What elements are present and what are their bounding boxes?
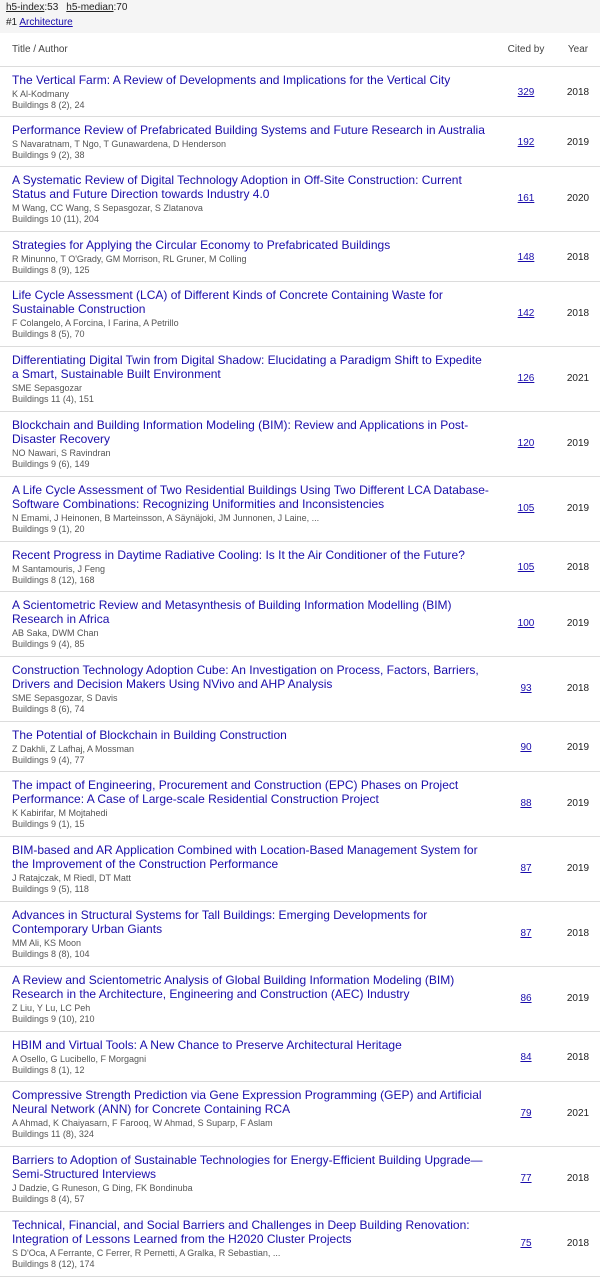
article-meta xyxy=(12,693,490,715)
table-row xyxy=(0,967,600,1032)
article-authors: Z Liu, Y Lu, LC Peh xyxy=(12,1003,91,1013)
article-year: 2018 xyxy=(566,1238,590,1249)
table-row xyxy=(0,232,600,282)
cited-by-link[interactable]: 120 xyxy=(517,438,535,449)
article-title-link[interactable]: Blockchain and Building Information Modeling (BIM): Review and Applications in Post-Disaster Recovery xyxy=(12,418,469,446)
article-title-link[interactable]: HBIM and Virtual Tools: A New Chance to Preserve Architectural Heritage xyxy=(12,1038,402,1052)
article-meta xyxy=(12,254,490,276)
article-meta xyxy=(12,628,490,650)
table-row xyxy=(0,477,600,542)
article-title-link[interactable]: A Life Cycle Assessment of Two Residential Buildings Using Two Different LCA Database-Software Combinations: Recognizing Uniformities and Inconsistencies xyxy=(12,483,489,511)
cited-by-link[interactable]: 79 xyxy=(520,1108,532,1119)
category-rank-number: #1 xyxy=(6,17,18,28)
article-year: 2021 xyxy=(566,1108,590,1119)
article-meta xyxy=(12,383,490,405)
cited-by-link[interactable]: 142 xyxy=(517,308,535,319)
cited-by-link[interactable]: 87 xyxy=(520,863,532,874)
article-source: Buildings 9 (1), 15 xyxy=(12,819,85,829)
article-source: Buildings 11 (8), 324 xyxy=(12,1129,94,1139)
article-year: 2019 xyxy=(566,503,590,514)
article-source: Buildings 9 (4), 77 xyxy=(12,755,85,765)
article-title-link[interactable]: The impact of Engineering, Procurement and Construction (EPC) Phases on Project Performance: A Case of Large-scale Residential Construction Project xyxy=(12,778,459,806)
article-source: Buildings 9 (6), 149 xyxy=(12,459,90,469)
table-row xyxy=(0,592,600,657)
article-authors: N Emami, J Heinonen, B Marteinsson, A Säynäjoki, JM Junnonen, J Laine, ... xyxy=(12,513,320,523)
header-cited-by: Cited by xyxy=(507,44,545,55)
article-year: 2019 xyxy=(566,993,590,1004)
article-authors: R Minunno, T O'Grady, GM Morrison, RL Gruner, M Colling xyxy=(12,254,247,264)
article-meta xyxy=(12,1248,490,1270)
article-authors: K Kabirifar, M Mojtahedi xyxy=(12,808,108,818)
article-year: 2019 xyxy=(566,798,590,809)
table-row xyxy=(0,657,600,722)
article-year: 2018 xyxy=(566,562,590,573)
article-year: 2018 xyxy=(566,308,590,319)
table-header xyxy=(0,33,600,67)
article-title-link[interactable]: A Scientometric Review and Metasynthesis of Building Information Modelling (BIM) Research in Africa xyxy=(12,598,452,626)
article-title-link[interactable]: Barriers to Adoption of Sustainable Technologies for Energy-Efficient Building Upgrade—Semi-Structured Interviews xyxy=(12,1153,483,1181)
cited-by-link[interactable]: 329 xyxy=(517,87,535,98)
article-authors: M Santamouris, J Feng xyxy=(12,564,106,574)
cited-by-link[interactable]: 75 xyxy=(520,1238,532,1249)
article-title-link[interactable]: Recent Progress in Daytime Radiative Cooling: Is It the Air Conditioner of the Future? xyxy=(12,548,465,562)
table-row xyxy=(0,67,600,117)
article-year: 2020 xyxy=(566,193,590,204)
article-authors: K Al-Kodmany xyxy=(12,89,70,99)
article-year: 2018 xyxy=(566,1052,590,1063)
article-year: 2021 xyxy=(566,373,590,384)
cited-by-link[interactable]: 126 xyxy=(517,373,535,384)
article-year: 2018 xyxy=(566,928,590,939)
cited-by-link[interactable]: 93 xyxy=(520,683,532,694)
article-source: Buildings 8 (12), 174 xyxy=(12,1259,95,1269)
cited-by-link[interactable]: 105 xyxy=(517,562,535,573)
article-meta xyxy=(12,808,490,830)
article-meta xyxy=(12,513,490,535)
cited-by-link[interactable]: 105 xyxy=(517,503,535,514)
table-row xyxy=(0,1032,600,1082)
category-link[interactable]: Architecture xyxy=(19,17,73,28)
article-authors: SME Sepasgozar xyxy=(12,383,83,393)
article-year: 2019 xyxy=(566,742,590,753)
table-row xyxy=(0,117,600,167)
article-authors: J Dadzie, G Runeson, G Ding, FK Bondinuba xyxy=(12,1183,193,1193)
article-meta xyxy=(12,1183,490,1205)
article-source: Buildings 11 (4), 151 xyxy=(12,394,94,404)
table-row xyxy=(0,412,600,477)
article-title-link[interactable]: Differentiating Digital Twin from Digital Shadow: Elucidating a Paradigm Shift to Expedite a Smart, Sustainable Built Environment xyxy=(12,353,482,381)
article-title-link[interactable]: The Potential of Blockchain in Building Construction xyxy=(12,728,287,742)
cited-by-link[interactable]: 77 xyxy=(520,1173,532,1184)
header-year: Year xyxy=(567,44,589,55)
article-source: Buildings 8 (8), 104 xyxy=(12,949,90,959)
article-source: Buildings 9 (10), 210 xyxy=(12,1014,95,1024)
article-authors: F Colangelo, A Forcina, I Farina, A Petrillo xyxy=(12,318,179,328)
h5-index-link[interactable]: h5-index xyxy=(6,2,45,13)
cited-by-link[interactable]: 86 xyxy=(520,993,532,1004)
article-meta xyxy=(12,448,490,470)
table-row xyxy=(0,1147,600,1212)
article-authors: MM Ali, KS Moon xyxy=(12,938,82,948)
journal-metrics-bar xyxy=(0,0,600,33)
category-rank xyxy=(6,17,73,28)
article-meta xyxy=(12,744,490,766)
article-year: 2019 xyxy=(566,438,590,449)
h5-index-value: :53 xyxy=(44,2,59,13)
article-title-link[interactable]: Compressive Strength Prediction via Gene Expression Programming (GEP) and Artificial Neural Network (ANN) for Concrete Containing RCA xyxy=(12,1088,482,1116)
cited-by-link[interactable]: 88 xyxy=(520,798,532,809)
table-row xyxy=(0,837,600,902)
article-source: Buildings 8 (1), 12 xyxy=(12,1065,85,1075)
article-authors: S D'Oca, A Ferrante, C Ferrer, R Pernetti, A Gralka, R Sebastian, ... xyxy=(12,1248,281,1258)
article-title-link[interactable]: Life Cycle Assessment (LCA) of Different Kinds of Concrete Containing Waste for Sustainable Construction xyxy=(12,288,443,316)
article-meta xyxy=(12,873,490,895)
article-meta xyxy=(12,89,490,111)
article-meta xyxy=(12,938,490,960)
table-row xyxy=(0,167,600,232)
article-authors: AB Saka, DWM Chan xyxy=(12,628,99,638)
article-title-link[interactable]: Performance Review of Prefabricated Building Systems and Future Research in Australia xyxy=(12,123,485,137)
article-authors: A Osello, G Lucibello, F Morgagni xyxy=(12,1054,147,1064)
h5-median-value: :70 xyxy=(113,2,128,13)
table-row xyxy=(0,347,600,412)
article-title-link[interactable]: The Vertical Farm: A Review of Developments and Implications for the Vertical City xyxy=(12,73,451,87)
article-title-link[interactable]: BIM-based and AR Application Combined with Location-Based Management System for the Improvement of the Construction Performance xyxy=(12,843,478,871)
cited-by-link[interactable]: 84 xyxy=(520,1052,532,1063)
article-meta xyxy=(12,564,490,586)
article-year: 2019 xyxy=(566,863,590,874)
article-authors: A Ahmad, K Chaiyasarn, F Farooq, W Ahmad, S Suparp, F Aslam xyxy=(12,1118,273,1128)
article-title-link[interactable]: Advances in Structural Systems for Tall Buildings: Emerging Developments for Contemporary Urban Giants xyxy=(12,908,428,936)
article-meta xyxy=(12,139,490,161)
article-source: Buildings 9 (4), 85 xyxy=(12,639,85,649)
article-authors: J Ratajczak, M Riedl, DT Matt xyxy=(12,873,131,883)
article-meta xyxy=(12,1118,490,1140)
table-row xyxy=(0,1212,600,1277)
article-year: 2019 xyxy=(566,618,590,629)
article-source: Buildings 9 (1), 20 xyxy=(12,524,85,534)
article-year: 2018 xyxy=(566,252,590,263)
cited-by-link[interactable]: 87 xyxy=(520,928,532,939)
article-source: Buildings 10 (11), 204 xyxy=(12,214,99,224)
article-source: Buildings 8 (12), 168 xyxy=(12,575,95,585)
article-year: 2019 xyxy=(566,137,590,148)
article-source: Buildings 8 (6), 74 xyxy=(12,704,85,714)
table-row xyxy=(0,772,600,837)
article-meta xyxy=(12,1054,490,1076)
cited-by-link[interactable]: 100 xyxy=(517,618,535,629)
cited-by-link[interactable]: 148 xyxy=(517,252,535,263)
article-source: Buildings 9 (2), 38 xyxy=(12,150,85,160)
article-authors: M Wang, CC Wang, S Sepasgozar, S Zlatanova xyxy=(12,203,203,213)
article-meta xyxy=(12,318,490,340)
article-title-link[interactable]: Strategies for Applying the Circular Economy to Prefabricated Buildings xyxy=(12,238,391,252)
table-row xyxy=(0,542,600,592)
h5-median-link[interactable]: h5-median xyxy=(66,2,114,13)
article-authors: S Navaratnam, T Ngo, T Gunawardena, D Henderson xyxy=(12,139,226,149)
article-source: Buildings 8 (9), 125 xyxy=(12,265,90,275)
table-row xyxy=(0,902,600,967)
article-meta xyxy=(12,1003,490,1025)
article-source: Buildings 8 (5), 70 xyxy=(12,329,85,339)
article-year: 2018 xyxy=(566,87,590,98)
table-row xyxy=(0,722,600,772)
cited-by-link[interactable]: 90 xyxy=(520,742,532,753)
article-meta xyxy=(12,203,490,225)
article-authors: NO Nawari, S Ravindran xyxy=(12,448,111,458)
article-title-link[interactable]: A Review and Scientometric Analysis of Global Building Information Modeling (BIM) Research in the Architecture, Engineering and Construction (AEC) Industry xyxy=(12,973,455,1001)
article-title-link[interactable]: Technical, Financial, and Social Barriers and Challenges in Deep Building Renovation: Integration of Lessons Learned from the H2020 Cluster Projects xyxy=(12,1218,470,1246)
article-source: Buildings 8 (2), 24 xyxy=(12,100,85,110)
publication-list xyxy=(0,67,600,1277)
article-title-link[interactable]: A Systematic Review of Digital Technology Adoption in Off-Site Construction: Current Status and Future Direction towards Industry 4.0 xyxy=(12,173,462,201)
metrics xyxy=(6,2,127,13)
table-row xyxy=(0,1082,600,1147)
header-title-author: Title / Author xyxy=(12,44,68,55)
table-row xyxy=(0,282,600,347)
article-authors: Z Dakhli, Z Lafhaj, A Mossman xyxy=(12,744,135,754)
article-title-link[interactable]: Construction Technology Adoption Cube: An Investigation on Process, Factors, Barriers, Drivers and Decision Makers Using NVivo and AHP Analysis xyxy=(12,663,479,691)
cited-by-link[interactable]: 161 xyxy=(517,193,535,204)
cited-by-link[interactable]: 192 xyxy=(517,137,535,148)
article-year: 2018 xyxy=(566,1173,590,1184)
article-source: Buildings 9 (5), 118 xyxy=(12,884,89,894)
article-authors: SME Sepasgozar, S Davis xyxy=(12,693,118,703)
article-source: Buildings 8 (4), 57 xyxy=(12,1194,85,1204)
article-year: 2018 xyxy=(566,683,590,694)
